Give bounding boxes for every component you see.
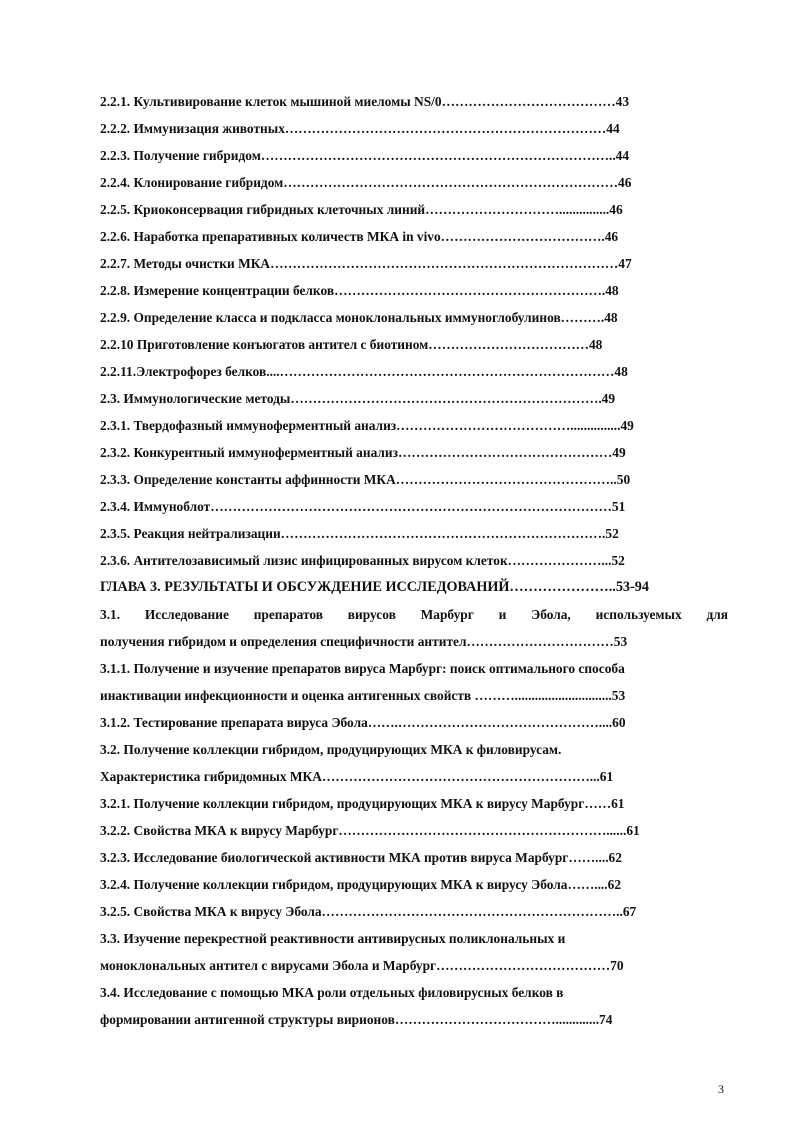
toc-entry: 2.2.7. Методы очистки МКА……………………………………………………………………47	[100, 256, 632, 271]
toc-entry: формировании антигенной структуры вирионов……………………………….............74	[100, 1012, 613, 1027]
toc-entry: 2.2.5. Криоконсервация гибридных клеточных линий…………………………...............46	[100, 202, 623, 217]
toc-entry: 3.3. Изучение перекрестной реактивности антивирусных поликлональных и	[100, 931, 566, 946]
toc-entry: получения гибридом и определения специфичности антител……………………………53	[100, 634, 628, 649]
toc-entry: 3.4. Исследование с помощью МКА роли отдельных филовирусных белков в	[100, 985, 564, 1000]
toc-entry: 3.2.1. Получение коллекции гибридом, продуцирующих МКА к вирусу Марбург……61	[100, 796, 625, 811]
toc-entry: 3.1.1. Получение и изучение препаратов вируса Марбург: поиск оптимального способа	[100, 661, 625, 676]
toc-entry: Характеристика гибридомных МКА……………………………………………………...61	[100, 769, 614, 784]
toc-entry: 3.2.3. Исследование биологической активности МКА против вируса Марбург……....62	[100, 850, 622, 865]
toc-entry: 3.2.4. Получение коллекции гибридом, продуцирующих МКА к вирусу Эбола……....62	[100, 877, 622, 892]
toc-entry: 2.3.3. Определение константы аффинности МКА…………………………………………..50	[100, 472, 631, 487]
toc-entry: 2.2.6. Наработка препаративных количеств МКА in vivo……………………………….46	[100, 229, 619, 244]
toc-entry: 2.2.4. Клонирование гибридом…………………………………………………………………46	[100, 175, 632, 190]
table-of-contents	[100, 88, 728, 1033]
toc-entry: 2.3.1. Твердофазный иммуноферментный анализ…………………………………...............49	[100, 418, 634, 433]
toc-entry: 2.2.3. Получение гибридом……………………………………………………………………..44	[100, 148, 630, 163]
toc-entry: 2.2.9. Определение класса и подкласса моноклональных иммуноглобулинов……….48	[100, 310, 618, 325]
toc-entry: 2.3.4. Иммуноблот………………………………………………………………………………51	[100, 499, 626, 514]
toc-entry: 2.3. Иммунологические методы…………………………………………………………….49	[100, 391, 616, 406]
page-number: 3	[718, 1082, 724, 1096]
toc-entry: 3.2. Получение коллекции гибридом, продуцирующих МКА к филовирусам.	[100, 742, 562, 757]
toc-entry: 2.3.5. Реакция нейтрализации……………………………………………………………….52	[100, 526, 619, 541]
toc-entry: инактивации инфекционности и оценка антигенных свойств ……….............................53	[100, 688, 626, 703]
toc-entry: 3.1. Исследование препаратов вирусов Марбург и Эбола, используемых для	[100, 607, 728, 622]
toc-entry: 2.3.6. Антителозависимый лизис инфицированных вирусом клеток…………………...52	[100, 553, 625, 568]
toc-entry: 2.2.2. Иммунизация животных………………………………………………………………44	[100, 121, 620, 136]
toc-entry: 3.1.2. Тестирование препарата вируса Эбола…….………………………………………....60	[100, 715, 626, 730]
toc-entry: 2.2.10 Приготовление конъюгатов антител с биотином………………………………48	[100, 337, 603, 352]
toc-entry: 3.2.2. Свойства МКА к вирусу Марбург……………………………………………………......61	[100, 823, 640, 838]
toc-entry: 2.2.8. Измерение концентрации белков…………………………………………………….48	[100, 283, 619, 298]
toc-entry: 2.2.1. Культивирование клеток мышиной миеломы NS/0…………………………………43	[100, 94, 630, 109]
toc-entry: моноклональных антител с вирусами Эбола и Марбург…………………………………70	[100, 958, 624, 973]
toc-entry: 2.2.11.Электрофорез белков....…………………………………………………………………48	[100, 364, 628, 379]
toc-chapter-heading: ГЛАВА 3. РЕЗУЛЬТАТЫ И ОБСУЖДЕНИЕ ИССЛЕДОВАНИЙ…………………..53-94	[100, 579, 649, 595]
toc-entry: 3.2.5. Свойства МКА к вирусу Эбола…………………………………………………………..67	[100, 904, 637, 919]
toc-entry: 2.3.2. Конкурентный иммуноферментный анализ…………………………………………49	[100, 445, 626, 460]
